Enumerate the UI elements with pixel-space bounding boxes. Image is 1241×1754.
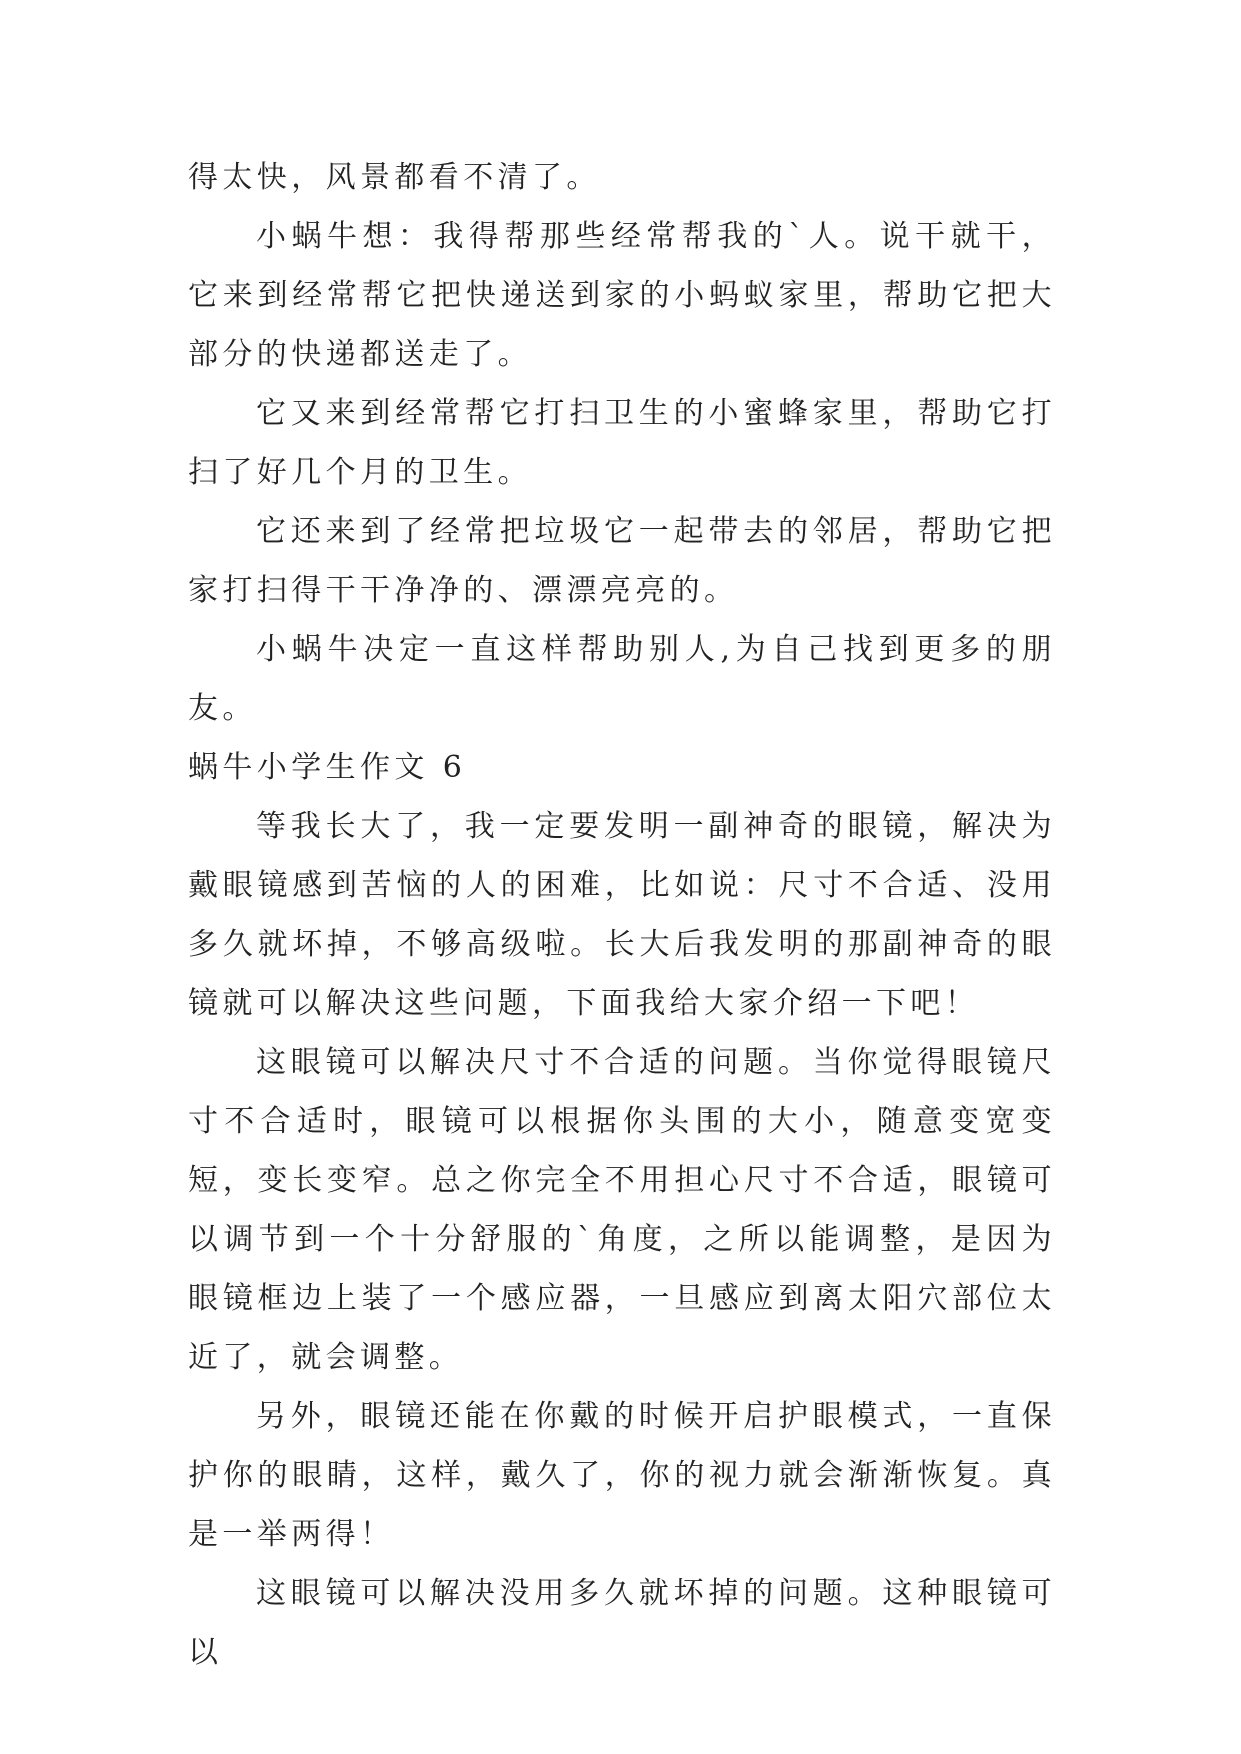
paragraph: 小蜗牛想：我得帮那些经常帮我的`人。说干就干，它来到经常帮它把快递送到家的小蚂蚁家里，帮助它把大部分的快递都送走了。 <box>188 219 1056 372</box>
paragraph: 这眼镜可以解决尺寸不合适的问题。当你觉得眼镜尺寸不合适时，眼镜可以根据你头围的大小，随意变宽变短，变长变窄。总之你完全不用担心尺寸不合适，眼镜可以调节到一个十分舒服的`角度，之所以能调整，是因为眼镜框边上装了一个感应器，一旦感应到离太阳穴部位太近了，就会调整。 <box>188 1045 1056 1375</box>
paragraph: 这眼镜可以解决没用多久就坏掉的问题。这种眼镜可以 <box>188 1576 1056 1670</box>
paragraph-continuation: 得太快，风景都看不清了。 <box>188 160 601 195</box>
paragraph: 另外，眼镜还能在你戴的时候开启护眼模式，一直保护你的眼睛，这样，戴久了，你的视力就会渐渐恢复。真是一举两得！ <box>188 1399 1056 1552</box>
document-body <box>188 148 1056 1682</box>
paragraph: 它又来到经常帮它打扫卫生的小蜜蜂家里，帮助它打扫了好几个月的卫生。 <box>188 396 1056 490</box>
paragraph: 等我长大了，我一定要发明一副神奇的眼镜，解决为戴眼镜感到苦恼的人的困难，比如说：尺寸不合适、没用多久就坏掉，不够高级啦。长大后我发明的那副神奇的眼镜就可以解决这些问题，下面我给大家介绍一下吧！ <box>188 809 1056 1021</box>
paragraph: 小蜗牛决定一直这样帮助别人,为自己找到更多的朋友。 <box>188 632 1056 726</box>
section-heading: 蜗牛小学生作文 6 <box>188 750 467 785</box>
paragraph: 它还来到了经常把垃圾它一起带去的邻居，帮助它把家打扫得干干净净的、漂漂亮亮的。 <box>188 514 1056 608</box>
